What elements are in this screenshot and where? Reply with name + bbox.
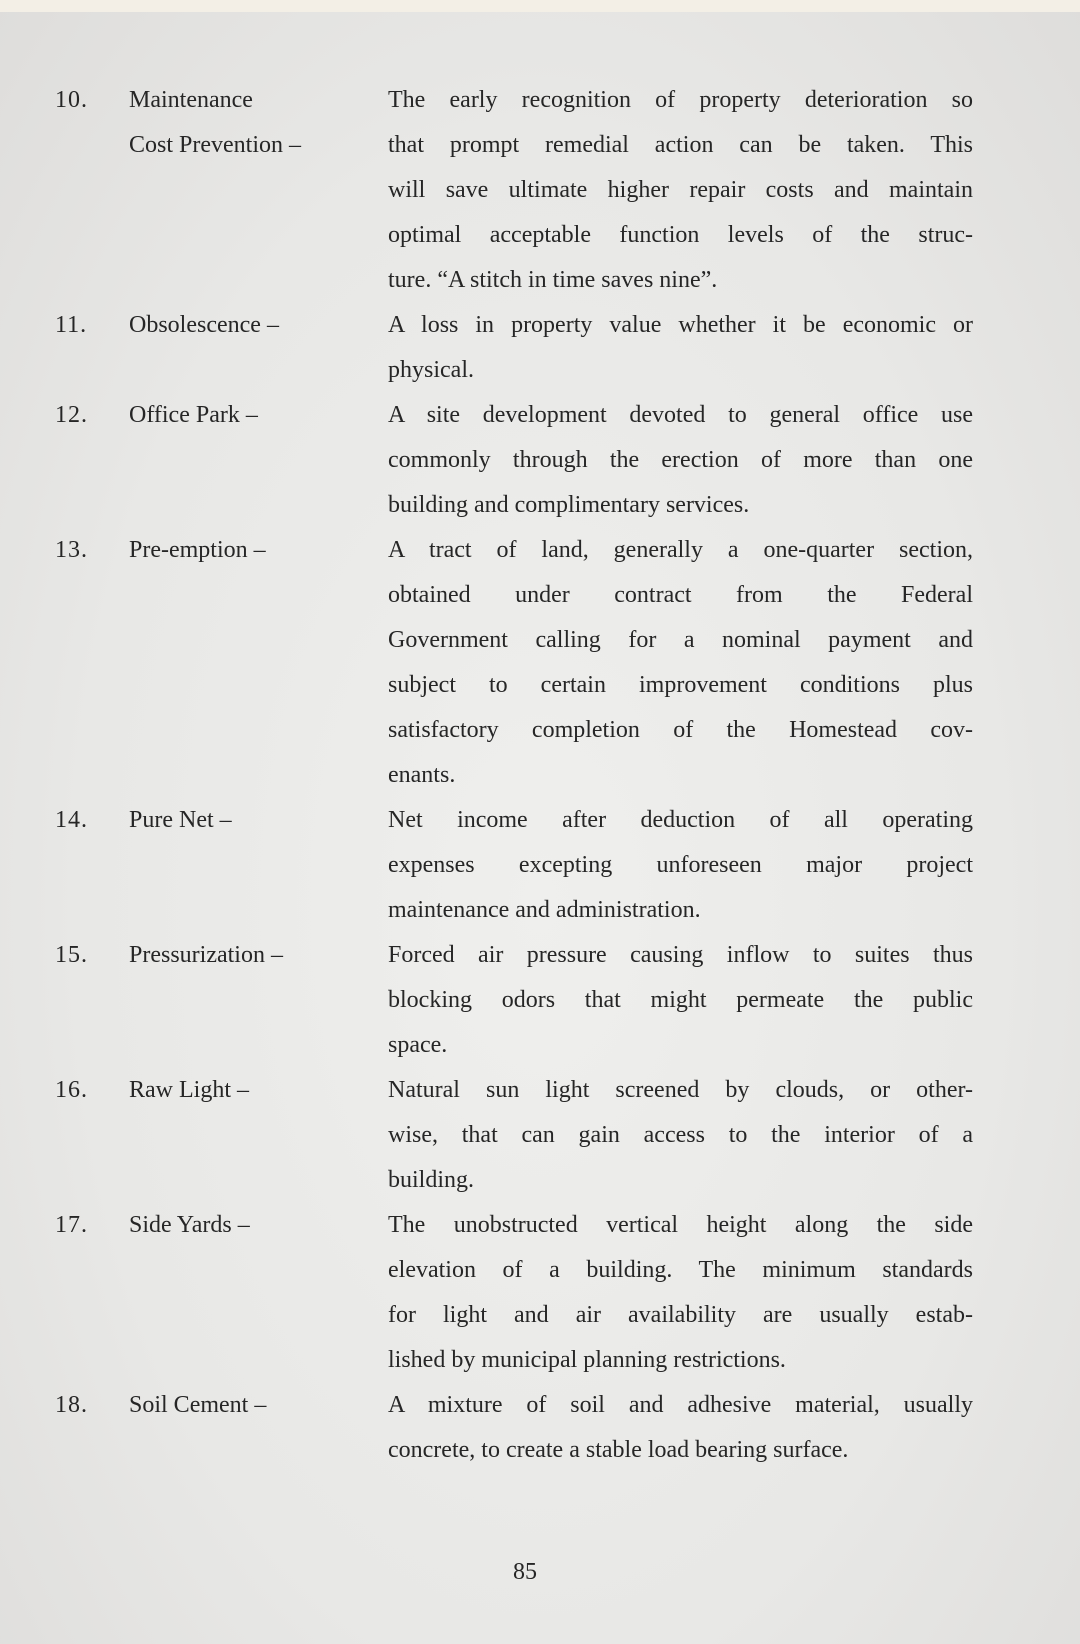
definition-line: concrete, to create a stable load bearing surface. <box>388 1437 849 1463</box>
entry-definition <box>388 1068 973 1203</box>
entry-number: 12. <box>55 402 88 428</box>
definition-line: obtained under contract from the Federal <box>388 582 973 608</box>
definition-line: The early recognition of property deterioration so <box>388 87 973 113</box>
definition-line: subject to certain improvement conditions plus <box>388 672 973 698</box>
entry-number: 16. <box>55 1077 88 1103</box>
glossary-entry <box>55 528 975 798</box>
term-line: Maintenance <box>129 87 253 113</box>
glossary-entry <box>55 393 975 528</box>
term-line: Cost Prevention – <box>129 132 301 158</box>
definition-line: physical. <box>388 357 474 383</box>
definition-line: satisfactory completion of the Homestead cov- <box>388 717 973 743</box>
glossary-entry <box>55 1383 975 1473</box>
definition-line: elevation of a building. The minimum standards <box>388 1257 973 1283</box>
page-edge <box>0 0 1080 12</box>
entry-term <box>129 933 388 1068</box>
entry-number: 13. <box>55 537 88 563</box>
definition-line: lished by municipal planning restrictions. <box>388 1347 786 1373</box>
definition-line: ture. “A stitch in time saves nine”. <box>388 267 718 293</box>
definition-line: building and complimentary services. <box>388 492 750 518</box>
entry-term <box>129 1383 388 1473</box>
entry-definition <box>388 1203 973 1383</box>
glossary-entry <box>55 798 975 933</box>
entry-term <box>129 303 388 393</box>
term-line: Obsolescence – <box>129 312 279 338</box>
term-line: Pure Net – <box>129 807 232 833</box>
definition-line: expenses excepting unforeseen major project <box>388 852 973 878</box>
definition-line: commonly through the erection of more than one <box>388 447 973 473</box>
entry-term <box>129 393 388 528</box>
entry-term <box>129 1203 388 1383</box>
glossary-entry <box>55 1068 975 1203</box>
glossary-list <box>55 78 975 1473</box>
definition-line: A mixture of soil and adhesive material, usually <box>388 1392 973 1418</box>
entry-definition <box>388 933 973 1068</box>
term-line: Side Yards – <box>129 1212 250 1238</box>
definition-line: Natural sun light screened by clouds, or other- <box>388 1077 973 1103</box>
definition-line: optimal acceptable function levels of the struc- <box>388 222 973 248</box>
definition-line: A site development devoted to general office use <box>388 402 973 428</box>
entry-number: 17. <box>55 1212 88 1238</box>
entry-number: 18. <box>55 1392 88 1418</box>
definition-line: Forced air pressure causing inflow to suites thus <box>388 942 973 968</box>
term-line: Pre-emption – <box>129 537 266 563</box>
definition-line: will save ultimate higher repair costs and maintain <box>388 177 973 203</box>
glossary-entry <box>55 933 975 1068</box>
definition-line: for light and air availability are usually estab- <box>388 1302 973 1328</box>
page-number: 85 <box>513 1559 537 1585</box>
entry-number: 14. <box>55 807 88 833</box>
glossary-entry <box>55 1203 975 1383</box>
term-line: Pressurization – <box>129 942 283 968</box>
definition-line: wise, that can gain access to the interior of a <box>388 1122 973 1148</box>
definition-line: enants. <box>388 762 456 788</box>
entry-definition <box>388 393 973 528</box>
definition-line: space. <box>388 1032 448 1058</box>
definition-line: Net income after deduction of all operating <box>388 807 973 833</box>
glossary-entry <box>55 78 975 303</box>
definition-line: blocking odors that might permeate the public <box>388 987 973 1013</box>
entry-term <box>129 1068 388 1203</box>
definition-line: Government calling for a nominal payment and <box>388 627 973 653</box>
glossary-entry <box>55 303 975 393</box>
term-line: Soil Cement – <box>129 1392 267 1418</box>
definition-line: maintenance and administration. <box>388 897 701 923</box>
definition-line: A tract of land, generally a one-quarter section, <box>388 537 973 563</box>
entry-number: 15. <box>55 942 88 968</box>
entry-number: 11. <box>55 312 88 338</box>
definition-line: that prompt remedial action can be taken. This <box>388 132 973 158</box>
definition-line: building. <box>388 1167 475 1193</box>
entry-term <box>129 528 388 798</box>
entry-number: 10. <box>55 87 88 113</box>
entry-definition <box>388 528 973 798</box>
entry-term <box>129 798 388 933</box>
entry-definition <box>388 78 973 303</box>
term-line: Office Park – <box>129 402 258 428</box>
entry-definition <box>388 303 973 393</box>
term-line: Raw Light – <box>129 1077 249 1103</box>
entry-definition <box>388 798 973 933</box>
definition-line: A loss in property value whether it be economic or <box>388 312 973 338</box>
entry-definition <box>388 1383 973 1473</box>
entry-term <box>129 78 388 303</box>
definition-line: The unobstructed vertical height along the side <box>388 1212 973 1238</box>
